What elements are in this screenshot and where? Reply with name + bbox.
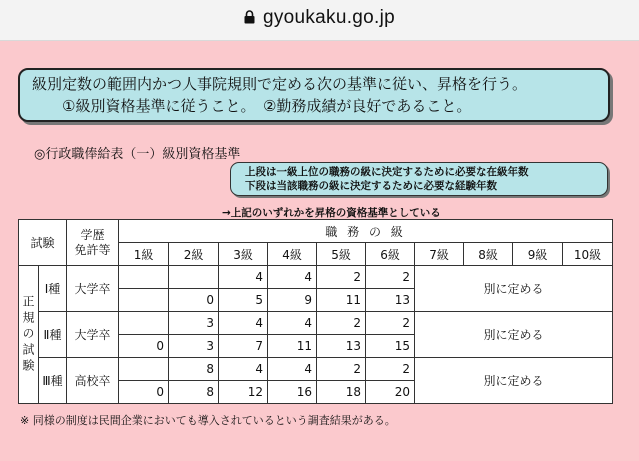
other-grades-cell: 別に定める — [415, 312, 613, 358]
education-cell: 高校卒 — [67, 358, 119, 404]
experience-years-cell: 13 — [366, 289, 415, 312]
section-title: ◎行政職俸給表（一）級別資格基準 — [34, 147, 241, 162]
legend-line-upper: 上段は一級上位の職務の級に決定するために必要な在級年数 — [245, 166, 529, 178]
experience-years-cell: 15 — [366, 335, 415, 358]
grade-header-cell: 8級 — [464, 243, 513, 266]
experience-years-cell: 13 — [317, 335, 366, 358]
years-in-grade-cell: 2 — [317, 266, 366, 289]
exam-type-cell: Ⅰ種 — [39, 266, 67, 312]
address-bar[interactable] — [0, 0, 639, 41]
grade-header-cell: 6級 — [366, 243, 415, 266]
notice-line-2: ①級別資格基準に従うこと。 ②勤務成績が良好であること。 — [62, 97, 472, 115]
table-row — [19, 312, 613, 335]
other-grades-cell: 別に定める — [415, 358, 613, 404]
grade-header-cell: 10級 — [563, 243, 613, 266]
experience-years-cell: 18 — [317, 381, 366, 404]
exam-type-cell: Ⅲ種 — [39, 358, 67, 404]
years-in-grade-cell: 2 — [366, 312, 415, 335]
footnote: ※ 同様の制度は民間企業においても導入されているという調査結果がある。 — [20, 414, 396, 427]
experience-years-cell: 16 — [268, 381, 317, 404]
exam-group-label: 正規の試験 — [19, 266, 39, 404]
experience-years-cell: 11 — [317, 289, 366, 312]
table-row — [19, 266, 613, 289]
grade-header-cell: 2級 — [169, 243, 219, 266]
experience-years-cell: 0 — [169, 289, 219, 312]
education-cell: 大学卒 — [67, 266, 119, 312]
grade-header-cell: 1級 — [119, 243, 169, 266]
table-row — [19, 358, 613, 381]
years-in-grade-cell: 3 — [169, 312, 219, 335]
experience-years-cell: 8 — [169, 381, 219, 404]
years-in-grade-cell: 4 — [219, 312, 268, 335]
experience-years-cell: 12 — [219, 381, 268, 404]
experience-years-cell: 20 — [366, 381, 415, 404]
grade-header-cell: 7級 — [415, 243, 464, 266]
experience-years-cell: 5 — [219, 289, 268, 312]
experience-years-cell: 9 — [268, 289, 317, 312]
years-in-grade-cell: 2 — [317, 312, 366, 335]
grade-header-cell: 9級 — [513, 243, 563, 266]
header-exam: 試験 — [19, 220, 67, 266]
years-in-grade-cell — [119, 312, 169, 335]
grade-header-cell: 5級 — [317, 243, 366, 266]
years-in-grade-cell — [169, 266, 219, 289]
years-in-grade-cell: 2 — [317, 358, 366, 381]
years-in-grade-cell: 4 — [268, 266, 317, 289]
lock-icon — [244, 8, 255, 20]
notice-line-1: 級別定数の範囲内かつ人事院規則で定める次の基準に従い、昇格を行う。 — [32, 75, 528, 93]
experience-years-cell — [119, 289, 169, 312]
experience-years-cell: 0 — [119, 335, 169, 358]
experience-years-cell: 3 — [169, 335, 219, 358]
years-in-grade-cell: 2 — [366, 266, 415, 289]
header-grades: 職 務 の 級 — [119, 220, 613, 243]
years-in-grade-cell: 8 — [169, 358, 219, 381]
exam-type-cell: Ⅱ種 — [39, 312, 67, 358]
header-education: 学歴 免許等 — [67, 220, 119, 266]
years-in-grade-cell: 4 — [219, 266, 268, 289]
legend-line-lower: 下段は当該職務の級に決定するために必要な経験年数 — [245, 180, 497, 192]
criteria-note: →上記のいずれかを昇格の資格基準としている — [222, 207, 441, 219]
years-in-grade-cell: 4 — [219, 358, 268, 381]
experience-years-cell: 0 — [119, 381, 169, 404]
grade-qualification-table — [18, 219, 613, 404]
url-display[interactable] — [0, 7, 639, 29]
experience-years-cell: 7 — [219, 335, 268, 358]
grade-header-cell: 4級 — [268, 243, 317, 266]
years-in-grade-cell: 4 — [268, 312, 317, 335]
experience-years-cell: 11 — [268, 335, 317, 358]
grade-header-cell: 3級 — [219, 243, 268, 266]
other-grades-cell: 別に定める — [415, 266, 613, 312]
legend-box — [230, 162, 608, 196]
years-in-grade-cell — [119, 358, 169, 381]
education-cell: 大学卒 — [67, 312, 119, 358]
years-in-grade-cell: 2 — [366, 358, 415, 381]
url-text: gyoukaku.go.jp — [262, 7, 395, 28]
years-in-grade-cell — [119, 266, 169, 289]
years-in-grade-cell: 4 — [268, 358, 317, 381]
promotion-rule-box — [18, 68, 610, 122]
